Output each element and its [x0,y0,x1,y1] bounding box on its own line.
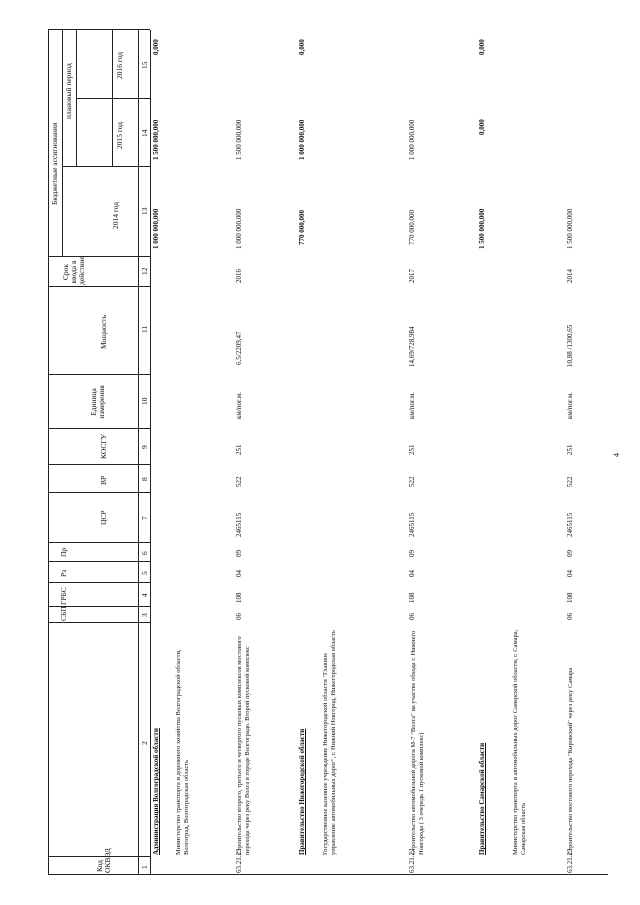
year-sub-line [112,30,113,167]
kosgu: 251 [235,444,243,455]
sep-14 [76,98,150,99]
item-name: Строительство второго, третьего и четвертого пусковых комплексов мостового перехода через реку Волга в городе Волгограде. Второй пусковой комплекс [236,636,252,855]
sep-2 [48,622,150,623]
sep-10 [48,374,150,375]
header-okved: Код ОКВЭД [95,848,112,873]
header-grbs: ГРБС [59,587,68,605]
grbs: 108 [566,592,574,603]
sub-org: Министерство транспорта и автомобильных дорог Самарской области, г. Самара, Самарская область [512,629,528,855]
header-budget: Бюджетные ассигнования [50,122,59,205]
page-number: 4 [612,453,621,457]
sub-org: Министерство транспорта и дорожного хозяйства Волгоградской области, Волгоград, Волгоградская область [175,649,191,855]
term: 2016 [235,269,243,283]
table-left-border [48,874,608,875]
unit: км/пог.м. [235,391,243,419]
colnum-14: 14 [140,129,149,137]
colnum-11: 11 [140,325,149,333]
header-number-row-top [138,30,139,875]
power: 10,88 /1300,65 [566,324,574,367]
sep-8 [48,464,150,465]
colnum-9: 9 [140,445,149,449]
header-rz: Рз [59,569,68,577]
org-name: Администрация Волгоградской области [152,728,160,855]
item-name: Строительство мостового перехода "Кировский" через реку Самара [567,667,574,855]
unit: км/пог.м. [408,391,416,419]
colnum-3: 3 [140,613,149,617]
sep-1 [48,856,150,857]
vr: 522 [408,476,416,487]
csr: 2465115 [235,512,243,537]
rz: 04 [566,570,574,577]
planned-sub-line [76,30,77,167]
sep-7 [48,492,150,493]
org-2014: 1 000 000,000 [152,208,160,249]
v2014: 1 500 000,000 [566,208,574,249]
sub-org: Государственное казенное учреждение Нижегородской области "Главное управление автомобильных дорог", г. Нижний Новгород, Нижегородская область [322,630,338,855]
header-vr: ВР [99,475,108,485]
org-2015: 1 500 000,000 [152,119,160,160]
grbs: 108 [235,592,243,603]
okved: 63.21.22 [408,848,416,873]
pr: 09 [408,550,416,557]
header-planned: плановый период [64,63,73,119]
header-term: Срок ввода в действие [61,256,86,285]
okved: 63.21.23 [566,848,574,873]
sep-12 [48,256,150,257]
colnum-2: 2 [140,741,149,745]
item-name: Строительство автомобильной дороги М-7 "Волга" на участке обхода г. Нижнего Новгорода ( 3 очередь 1 пусковой комплекс) [410,630,426,855]
sep-9 [48,428,150,429]
vr: 522 [235,476,243,487]
header-kosgu: КОСГУ [99,434,108,459]
colnum-7: 7 [140,516,149,520]
colnum-13: 13 [140,207,149,215]
header-2014: 2014 год [111,201,120,229]
org-2015: 0,000 [478,119,486,135]
sep-4 [48,582,150,583]
colnum-1: 1 [140,865,149,869]
colnum-15: 15 [140,61,149,69]
budget-sub-line [62,30,63,257]
spp: 06 [235,613,243,620]
org-2016: 0,000 [152,39,160,55]
v2014: 770 000,000 [408,210,416,245]
org-2014: 1 500 000,000 [478,208,486,249]
vr: 522 [566,476,574,487]
header-number-row-bottom [150,30,151,875]
unit: км/пог.м. [566,391,574,419]
colnum-10: 10 [140,397,149,405]
header-pr: Пр [59,547,68,557]
rz: 04 [235,570,243,577]
term: 2014 [566,269,574,283]
kosgu: 251 [408,444,416,455]
v2015: 1 000 000,000 [408,119,416,160]
sep-6 [48,542,150,543]
power: 14,69/728,984 [408,326,416,367]
okved: 63.21.23 [235,848,243,873]
colnum-5: 5 [140,571,149,575]
sep-11 [48,286,150,287]
csr: 2465115 [566,512,574,537]
pr: 09 [235,550,243,557]
header-csr: ЦСР [99,510,108,525]
header-spp: СБП [59,606,68,621]
org-2015: 1 000 000,000 [298,119,306,160]
rz: 04 [408,570,416,577]
org-name: Правительство Нижегородской области [298,728,306,855]
v2015: 1 500 000,000 [235,119,243,160]
org-name: Правительство Самарской области [478,742,486,855]
header-2016: 2016 год [115,51,124,79]
grbs: 108 [408,592,416,603]
colnum-12: 12 [140,267,149,275]
csr: 2465115 [408,512,416,537]
header-unit: Единица измерения [89,385,106,419]
spp: 06 [566,613,574,620]
table-top-border [48,30,49,875]
colnum-4: 4 [140,593,149,597]
v2014: 1 000 000,000 [235,208,243,249]
colnum-8: 8 [140,477,149,481]
org-2016: 0,000 [298,39,306,55]
power: 6,5/2209,47 [235,331,243,365]
org-2014: 770 000,000 [298,210,306,245]
org-2016: 0,000 [478,39,486,55]
header-2015: 2015 год [115,121,124,149]
colnum-6: 6 [140,551,149,555]
sep-5 [48,561,150,562]
header-power: Мощность [99,315,108,349]
spp: 06 [408,613,416,620]
kosgu: 251 [566,444,574,455]
table-right-border [48,29,150,30]
term: 2017 [408,269,416,283]
pr: 09 [566,550,574,557]
